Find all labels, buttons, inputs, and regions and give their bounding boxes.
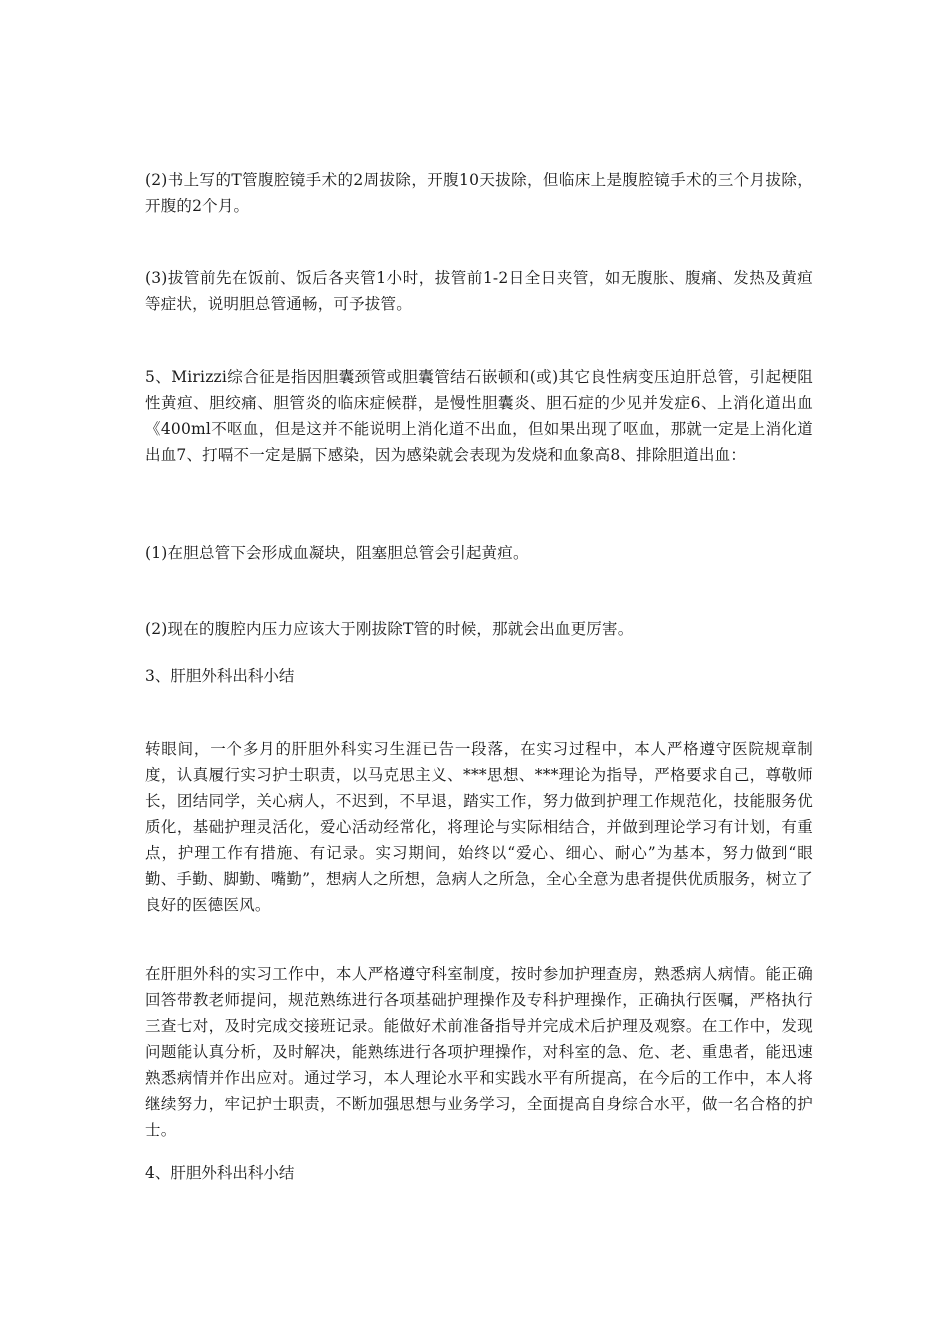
paragraph-abdominal-pressure: (2)现在的腹腔内压力应该大于刚拔除T管的时候，那就会出血更厉害。	[145, 620, 634, 638]
paragraph-internship-summary: 转眼间，一个多月的肝胆外科实习生涯已告一段落，在实习过程中，本人严格遵守医院规章制度，认真履行实习护士职责，以马克思主义、***思想、***理论为指导，严格要求自己，尊敬师长，团结同学，关心病人，不迟到，不早退，踏实工作，努力做到护理工作规范化，技能服务优质化，基础护理灵活化，爱心活动经常化，将理论与实际相结合，并做到理论学习有计划，有重点，护理工作有措施、有记录。实习期间，始终以“爱心、细心、耐心”为基本，努力做到“眼勤、手勤、脚勤、嘴勤”，想病人之所想，急病人之所急，全心全意为患者提供优质服务，树立了良好的医德医风。	[145, 740, 813, 914]
section-heading-4: 4、肝胆外科出科小结	[145, 1164, 295, 1182]
paragraph-clamping-before-removal: (3)拔管前先在饭前、饭后各夹管1小时，拔管前1-2日全日夹管，如无腹胀、腹痛、发热及黄疸等症状，说明胆总管通畅，可予拔管。	[145, 269, 813, 313]
paragraph-mirizzi-syndrome: 5、Mirizzi综合征是指因胆囊颈管或胆囊管结石嵌顿和(或)其它良性病变压迫肝总管，引起梗阻性黄疸、胆绞痛、胆管炎的临床症候群，是慢性胆囊炎、胆石症的少见并发症6、上消化道出血《400ml不呕血，但是这并不能说明上消化道不出血，但如果出现了呕血，那就一定是上消化道出血7、打嗝不一定是膈下感染，因为感染就会表现为发烧和血象高8、排除胆道出血：	[145, 368, 813, 464]
paragraph-work-summary: 在肝胆外科的实习工作中，本人严格遵守科室制度，按时参加护理查房，熟悉病人病情。能正确回答带教老师提问，规范熟练进行各项基础护理操作及专科护理操作，正确执行医嘱，严格执行三查七对，及时完成交接班记录。能做好术前准备指导并完成术后护理及观察。在工作中，发现问题能认真分析，及时解决，能熟练进行各项护理操作，对科室的急、危、老、重患者，能迅速熟悉病情并作出应对。通过学习，本人理论水平和实践水平有所提高，在今后的工作中，本人将继续努力，牢记护士职责，不断加强思想与业务学习，全面提高自身综合水平，做一名合格的护士。	[145, 965, 813, 1139]
section-heading-3: 3、肝胆外科出科小结	[145, 667, 295, 685]
paragraph-t-tube-removal-timing: (2)书上写的T管腹腔镜手术的2周拔除，开腹10天拔除，但临床上是腹腔镜手术的三个月拔除，开腹的2个月。	[145, 171, 813, 215]
paragraph-blood-clot: (1)在胆总管下会形成血凝块，阻塞胆总管会引起黄疸。	[145, 544, 529, 562]
